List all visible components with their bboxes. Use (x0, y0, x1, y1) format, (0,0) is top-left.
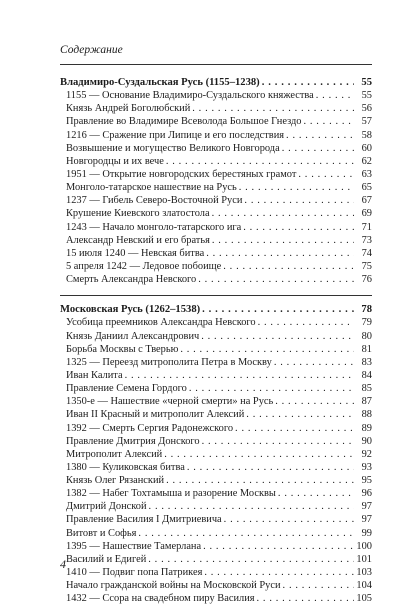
dot-leader (138, 527, 354, 540)
dot-leader (166, 474, 354, 487)
entry-title: 1382 — Набег Тохтамыша и разорение Москвы (66, 488, 276, 500)
toc-entry[interactable] (60, 382, 372, 395)
entry-title: Монголо-татарское нашествие на Русь (66, 182, 237, 194)
toc-entry[interactable] (60, 579, 372, 592)
entry-title: Смерть Александра Невского (66, 274, 197, 286)
entry-title: 1216 — Сражение при Липице и его последствия (66, 129, 285, 141)
entry-title: 5 апреля 1242 — Ледовое побоище (66, 260, 222, 272)
entry-title: Иван Калита (66, 369, 123, 381)
entry-title: Дмитрий Донской (66, 501, 147, 513)
entry-page: 63 (361, 168, 372, 180)
entry-title: Борьба Москвы с Тверью (66, 343, 179, 355)
toc-entry[interactable] (60, 500, 372, 513)
toc-entry[interactable] (60, 474, 372, 487)
entry-title: Правление Дмитрия Донского (66, 435, 200, 447)
toc-section-heading[interactable] (60, 76, 372, 89)
toc-entry[interactable] (60, 356, 372, 369)
entry-page: 83 (361, 356, 372, 368)
entry-page: 103 (356, 567, 372, 579)
entry-page: 55 (361, 90, 372, 102)
dot-leader (286, 129, 354, 142)
entry-page: 57 (361, 116, 372, 128)
entry-title: 1380 — Куликовская битва (66, 461, 185, 473)
toc-entry[interactable] (60, 115, 372, 128)
dot-leader (164, 448, 354, 461)
toc-entry[interactable] (60, 566, 372, 579)
entry-page: 99 (361, 527, 372, 539)
entry-title: 1951 — Открытие новгородских берестяных грамот (66, 168, 297, 180)
dot-leader (243, 221, 354, 234)
toc-entry[interactable] (60, 194, 372, 207)
header-rule (60, 64, 372, 65)
dot-leader (244, 194, 354, 207)
toc-entry[interactable] (60, 247, 372, 260)
entry-page: 105 (356, 593, 372, 605)
dot-leader (149, 500, 354, 513)
entry-page: 93 (361, 461, 372, 473)
entry-title: Василий и Едигей (66, 553, 147, 565)
entry-page: 79 (361, 317, 372, 329)
entry-title: Правление Василия I Дмитриевича (66, 514, 222, 526)
entry-title: Возвышение и могущество Великого Новгорода (66, 142, 280, 154)
toc-entry[interactable] (60, 316, 372, 329)
table-of-contents (60, 76, 372, 605)
entry-title: Князь Олег Рязанский (66, 475, 165, 487)
dot-leader (257, 592, 354, 605)
toc-entry[interactable] (60, 408, 372, 421)
dot-leader (202, 303, 354, 316)
dot-leader (166, 155, 354, 168)
entry-page: 85 (361, 383, 372, 395)
dot-leader (125, 369, 354, 382)
section-gap (60, 286, 372, 295)
running-header: Содержание (60, 44, 123, 56)
dot-leader (212, 234, 354, 247)
entry-page: 90 (361, 435, 372, 447)
entry-page: 67 (361, 195, 372, 207)
entry-title: 1325 — Переезд митрополита Петра в Москву (66, 356, 272, 368)
entry-title: 15 июля 1240 — Невская битва (66, 247, 205, 259)
toc-entry[interactable] (60, 102, 372, 115)
entry-page: 97 (361, 501, 372, 513)
entry-title: 1237 — Гибель Северо-Восточной Руси (66, 195, 243, 207)
entry-page: 97 (361, 514, 372, 526)
dot-leader (282, 142, 354, 155)
dot-leader (235, 422, 354, 435)
section-divider (60, 295, 372, 296)
section-title: Московская Русь (1262–1538) (60, 304, 201, 316)
dot-leader (201, 330, 354, 343)
entry-page: 81 (361, 343, 372, 355)
entry-title: 1350-е — Нашествие «черной смерти» на Русь (66, 396, 274, 408)
dot-leader (258, 316, 354, 329)
section-title: Владимиро-Суздальская Русь (1155–1238) (60, 76, 260, 88)
entry-page: 96 (361, 488, 372, 500)
dot-leader (223, 260, 354, 273)
dot-leader (278, 487, 354, 500)
entry-page: 58 (361, 129, 372, 141)
entry-title: 1432 — Ссора на свадебном пиру Василия (66, 593, 255, 605)
dot-leader (262, 76, 354, 89)
entry-page: 71 (361, 221, 372, 233)
entry-page: 56 (361, 103, 372, 115)
entry-page: 69 (361, 208, 372, 220)
toc-entry-list (60, 316, 372, 605)
entry-page: 84 (361, 369, 372, 381)
toc-entry-list (60, 89, 372, 286)
dot-leader (316, 89, 354, 102)
dot-leader (274, 356, 354, 369)
entry-title: Правление во Владимире Всеволода Большое Гнездо (66, 116, 302, 128)
toc-entry[interactable] (60, 234, 372, 247)
dot-leader (283, 579, 354, 592)
entry-title: Митрополит Алексий (66, 448, 163, 460)
entry-page: 60 (361, 142, 372, 154)
toc-entry[interactable] (60, 343, 372, 356)
section-page: 78 (361, 304, 372, 316)
dot-leader (203, 540, 354, 553)
toc-section-heading[interactable] (60, 303, 372, 316)
dot-leader (180, 343, 354, 356)
dot-leader (239, 181, 354, 194)
entry-title: 1410 — Подвиг попа Патрикея (66, 567, 203, 579)
entry-title: Крушение Киевского златостола (66, 208, 210, 220)
dot-leader (204, 566, 354, 579)
toc-entry[interactable] (60, 129, 372, 142)
entry-page: 87 (361, 396, 372, 408)
toc-entry[interactable] (60, 514, 372, 527)
entry-title: Правление Семена Гордого (66, 383, 187, 395)
entry-title: Александр Невский и его братья (66, 234, 210, 246)
entry-title: 1243 — Начало монголо-татарского ига (66, 221, 242, 233)
dot-leader (206, 247, 354, 260)
toc-entry[interactable] (60, 395, 372, 408)
page-number: 4 (60, 557, 66, 571)
entry-page: 92 (361, 448, 372, 460)
entry-page: 88 (361, 409, 372, 421)
toc-entry[interactable] (60, 448, 372, 461)
dot-leader (275, 395, 354, 408)
entry-page: 100 (356, 540, 372, 552)
toc-entry[interactable] (60, 89, 372, 102)
toc-entry[interactable] (60, 422, 372, 435)
toc-entry[interactable] (60, 142, 372, 155)
toc-entry[interactable] (60, 487, 372, 500)
dot-leader (298, 168, 354, 181)
toc-entry[interactable] (60, 181, 372, 194)
entry-title: Князь Андрей Боголюбский (66, 103, 191, 115)
entry-page: 89 (361, 422, 372, 434)
toc-entry[interactable] (60, 330, 372, 343)
toc-entry[interactable] (60, 168, 372, 181)
toc-entry[interactable] (60, 221, 372, 234)
dot-leader (148, 553, 354, 566)
toc-entry[interactable] (60, 155, 372, 168)
dot-leader (187, 461, 354, 474)
dot-leader (192, 102, 354, 115)
entry-page: 101 (356, 553, 372, 565)
dot-leader (198, 273, 354, 286)
entry-page: 95 (361, 475, 372, 487)
dot-leader (212, 207, 354, 220)
entry-page: 104 (356, 580, 372, 592)
entry-title: Новгородцы и их вече (66, 155, 164, 167)
entry-title: 1155 — Основание Владимиро-Суздальского княжества (66, 90, 314, 102)
entry-page: 65 (361, 182, 372, 194)
entry-title: Начало гражданской войны на Московской Руси (66, 580, 281, 592)
toc-entry[interactable] (60, 540, 372, 553)
entry-title: Усобица преемников Александра Невского (66, 317, 256, 329)
toc-entry[interactable] (60, 435, 372, 448)
dot-leader (224, 513, 354, 526)
toc-entry[interactable] (60, 273, 372, 286)
entry-page: 75 (361, 260, 372, 272)
entry-title: 1392 — Смерть Сергия Радонежского (66, 422, 234, 434)
entry-page: 80 (361, 330, 372, 342)
dot-leader (202, 435, 354, 448)
toc-entry[interactable] (60, 527, 372, 540)
dot-leader (246, 408, 354, 421)
dot-leader (304, 115, 355, 128)
entry-title: Витовт и Софья (66, 527, 137, 539)
entry-page: 76 (361, 274, 372, 286)
section-page: 55 (361, 76, 372, 88)
entry-title: Иван II Красный и митрополит Алексий (66, 409, 245, 421)
entry-title: Князь Даниил Александрович (66, 330, 200, 342)
entry-page: 73 (361, 234, 372, 246)
dot-leader (189, 382, 354, 395)
entry-title: 1395 — Нашествие Тамерлана (66, 540, 202, 552)
toc-entry[interactable] (60, 260, 372, 273)
toc-entry[interactable] (60, 461, 372, 474)
toc-entry[interactable] (60, 207, 372, 220)
entry-page: 62 (361, 155, 372, 167)
entry-page: 74 (361, 247, 372, 259)
toc-entry[interactable] (60, 592, 372, 605)
toc-entry[interactable] (60, 553, 372, 566)
toc-entry[interactable] (60, 369, 372, 382)
